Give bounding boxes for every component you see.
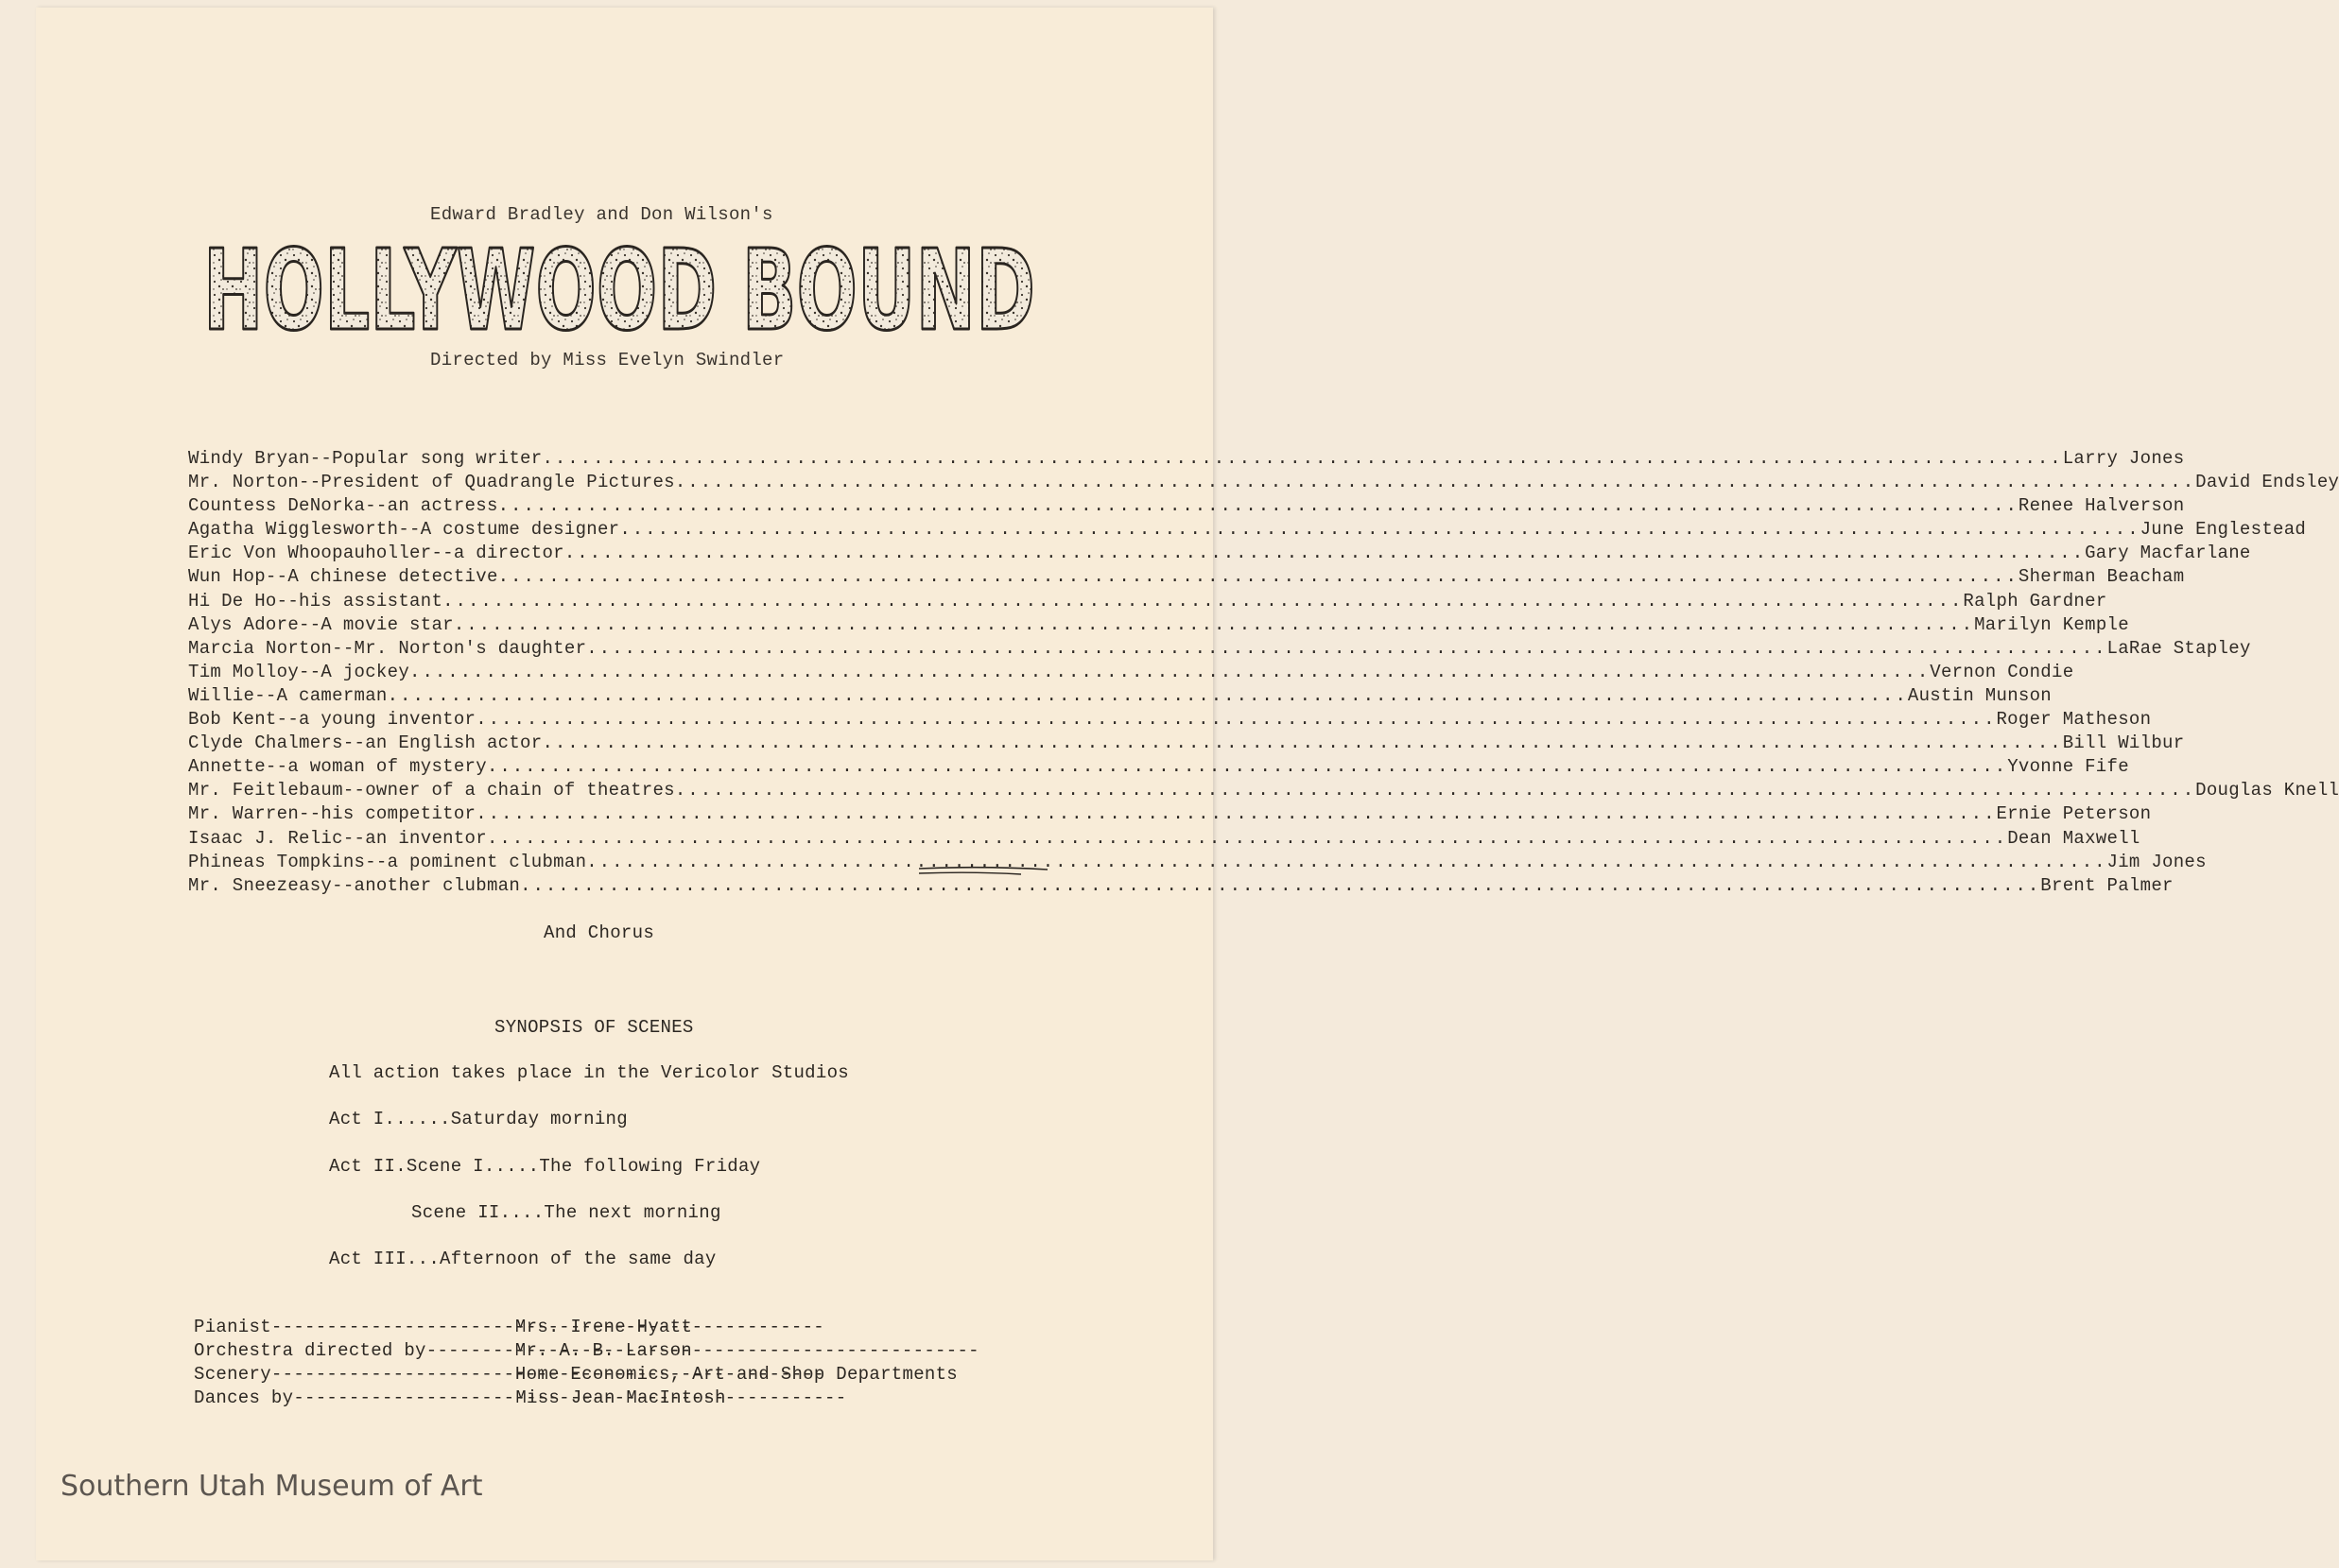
dot-leader [586,851,2106,874]
dot-leader [675,471,2195,494]
cast-row [188,518,2307,542]
cast-actor: Ernie Peterson [1996,803,2152,825]
cast-row [188,661,2074,684]
synopsis-act-3: Act III...Afternoon of the same day [329,1249,717,1269]
cast-role: Marcia Norton--Mr. Norton's daughter [188,637,587,659]
cast-actor: Brent Palmer [2040,874,2174,896]
synopsis-act-2-scene-2: Scene II....The next morning [411,1202,721,1223]
credit-value: Home Economics, Art and Shop Departments [514,1364,958,1385]
dot-leader [542,447,2062,471]
credit-label: Orchestra directed by [194,1340,426,1361]
cast-role: Wun Hop--A chinese detective [188,566,498,588]
cast-role: Phineas Tompkins--a pominent clubman [188,851,587,872]
synopsis-act-1: Act I......Saturday morning [329,1109,628,1129]
title-art [199,225,1040,357]
cast-role: Isaac J. Relic--an inventor [188,827,487,849]
cast-actor: Austin Munson [1907,684,2052,706]
cast-role: Alys Adore--A movie star [188,613,454,635]
dot-leader [498,565,2018,589]
dot-leader [454,613,1974,637]
chorus-note: And Chorus [544,922,655,943]
cast-row [188,447,2185,471]
cast-actor: Larry Jones [2062,448,2185,469]
credit-row [194,1363,958,1387]
cast-actor: Dean Maxwell [2007,827,2140,849]
credit-label: Pianist [194,1317,271,1337]
cast-actor: Bill Wilbur [2062,732,2185,754]
cast-role: Agatha Wigglesworth--A costume designer [188,519,620,541]
cast-actor: David Endsley [2195,472,2339,493]
dash-leader [426,1339,515,1363]
cast-row [188,542,2251,565]
credits-list [194,1316,958,1410]
dot-leader [564,542,2085,565]
cast-row [188,471,2339,494]
cast-actor: Gary Macfarlane [2085,543,2251,564]
synopsis-title: SYNOPSIS OF SCENES [494,1017,694,1038]
cast-role: Annette--a woman of mystery [188,756,487,778]
dot-leader [476,802,1996,826]
dash-leader [271,1316,515,1339]
cast-actor: Marilyn Kemple [1974,613,2129,635]
dot-leader [542,732,2062,755]
cast-role: Mr. Sneezeasy--another clubman [188,874,521,896]
cast-row [188,565,2185,589]
synopsis-setting: All action takes place in the Vericolor Studios [329,1062,849,1083]
cast-list [188,447,2339,898]
cast-row [188,708,2152,732]
museum-watermark: Southern Utah Museum of Art [61,1470,483,1503]
credit-row [194,1339,958,1363]
cast-row [188,590,2107,613]
cast-role: Mr. Feitlebaum--owner of a chain of theatres [188,780,675,801]
dot-leader [619,518,2140,542]
synopsis-act-2: Act II.Scene I.....The following Friday [329,1156,761,1177]
cast-actor: Ralph Gardner [1963,590,2107,612]
handwritten-strike-mark [917,866,1049,879]
credit-row [194,1316,958,1339]
dot-leader [388,684,1908,708]
dot-leader [409,661,1930,684]
byline: Edward Bradley and Don Wilson's [430,204,773,225]
cast-row [188,494,2185,518]
credit-label: Dances by [194,1387,294,1408]
cast-row [188,779,2339,802]
cast-row [188,732,2185,755]
title-text: HOLLYWOOD BOUND [203,225,1035,355]
cast-actor: Sherman Beacham [2018,566,2185,588]
cast-row [188,684,2052,708]
cast-role: Mr. Warren--his competitor [188,803,476,825]
dot-leader [476,708,1996,732]
dot-leader [498,494,2018,518]
cast-row [188,755,2129,779]
dot-leader [487,827,2007,851]
cast-actor: Douglas Knell [2195,780,2339,801]
cast-actor: Renee Halverson [2018,495,2185,517]
cast-role: Tim Molloy--A jockey [188,661,410,682]
cast-role: Willie--A camerman [188,684,388,706]
credit-value: Miss Jean MacIntosh [515,1387,726,1408]
cast-role: Windy Bryan--Popular song writer [188,448,543,469]
cast-role: Mr. Norton--President of Quadrangle Pictures [188,472,675,493]
credit-label: Scenery [194,1364,271,1385]
cast-role: Bob Kent--a young inventor [188,709,476,731]
cast-row [188,802,2152,826]
credit-value: Mr. A. B. Larson [514,1340,692,1361]
dot-leader [586,637,2106,661]
cast-actor: Yvonne Fife [2007,756,2129,778]
dot-leader [520,874,2040,898]
cast-actor: Roger Matheson [1996,709,2152,731]
director-credit: Directed by Miss Evelyn Swindler [430,350,785,370]
dot-leader [442,590,1963,613]
cast-row [188,637,2251,661]
cast-role: Clyde Chalmers--an English actor [188,732,543,754]
cast-role: Hi De Ho--his assistant [188,590,443,612]
cast-role: Eric Von Whoopauholler--a director [188,543,564,564]
cast-actor: June Englestead [2140,519,2307,541]
cast-role: Countess DeNorka--an actress [188,495,498,517]
dash-leader [271,1363,515,1387]
credit-row [194,1387,958,1410]
cast-row [188,827,2140,851]
dot-leader [487,755,2007,779]
cast-actor: Jim Jones [2106,851,2207,872]
dot-leader [675,779,2195,802]
cast-actor: LaRae Stapley [2106,637,2251,659]
dash-leader [293,1387,515,1410]
cast-actor: Vernon Condie [1930,661,2074,682]
cast-row [188,613,2129,637]
credit-value: Mrs. Irene Hyatt [514,1317,693,1337]
